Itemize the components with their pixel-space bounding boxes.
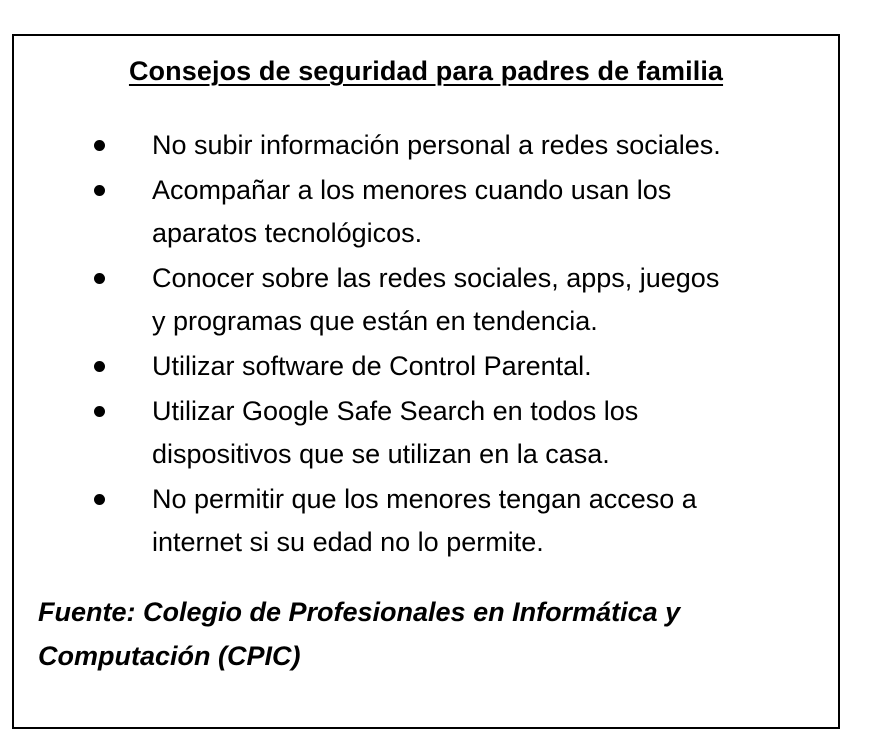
tips-list [14,124,838,566]
bullet-icon [94,361,105,372]
list-item [14,169,838,255]
tip-text: internet si su edad no lo permite. [152,527,544,557]
tip-text: Acompañar a los menores cuando usan los [152,175,672,205]
tip-text: Conocer sobre las redes sociales, apps, juegos [152,263,720,293]
tip-text: aparatos tecnológicos. [152,218,423,248]
source-citation [38,590,818,678]
list-item [14,390,838,476]
bullet-icon [94,185,105,196]
tips-box [12,34,840,729]
list-item [14,478,838,564]
tip-text: Utilizar software de Control Parental. [152,351,592,381]
bullet-icon [94,140,105,151]
tip-text: y programas que están en tendencia. [152,306,598,336]
source-line: Fuente: Colegio de Profesionales en Informática y [38,597,681,627]
bullet-icon [94,273,105,284]
bullet-icon [94,494,105,505]
list-item [14,124,838,167]
tip-text: Utilizar Google Safe Search en todos los [152,396,639,426]
source-line: Computación (CPIC) [38,641,301,671]
tip-text: No permitir que los menores tengan acceso a [152,484,697,514]
box-title: Consejos de seguridad para padres de familia [128,56,724,86]
tip-text: dispositivos que se utilizan en la casa. [152,439,610,469]
list-item [14,257,838,343]
tip-text: No subir información personal a redes sociales. [152,130,721,160]
list-item [14,345,838,388]
bullet-icon [94,406,105,417]
